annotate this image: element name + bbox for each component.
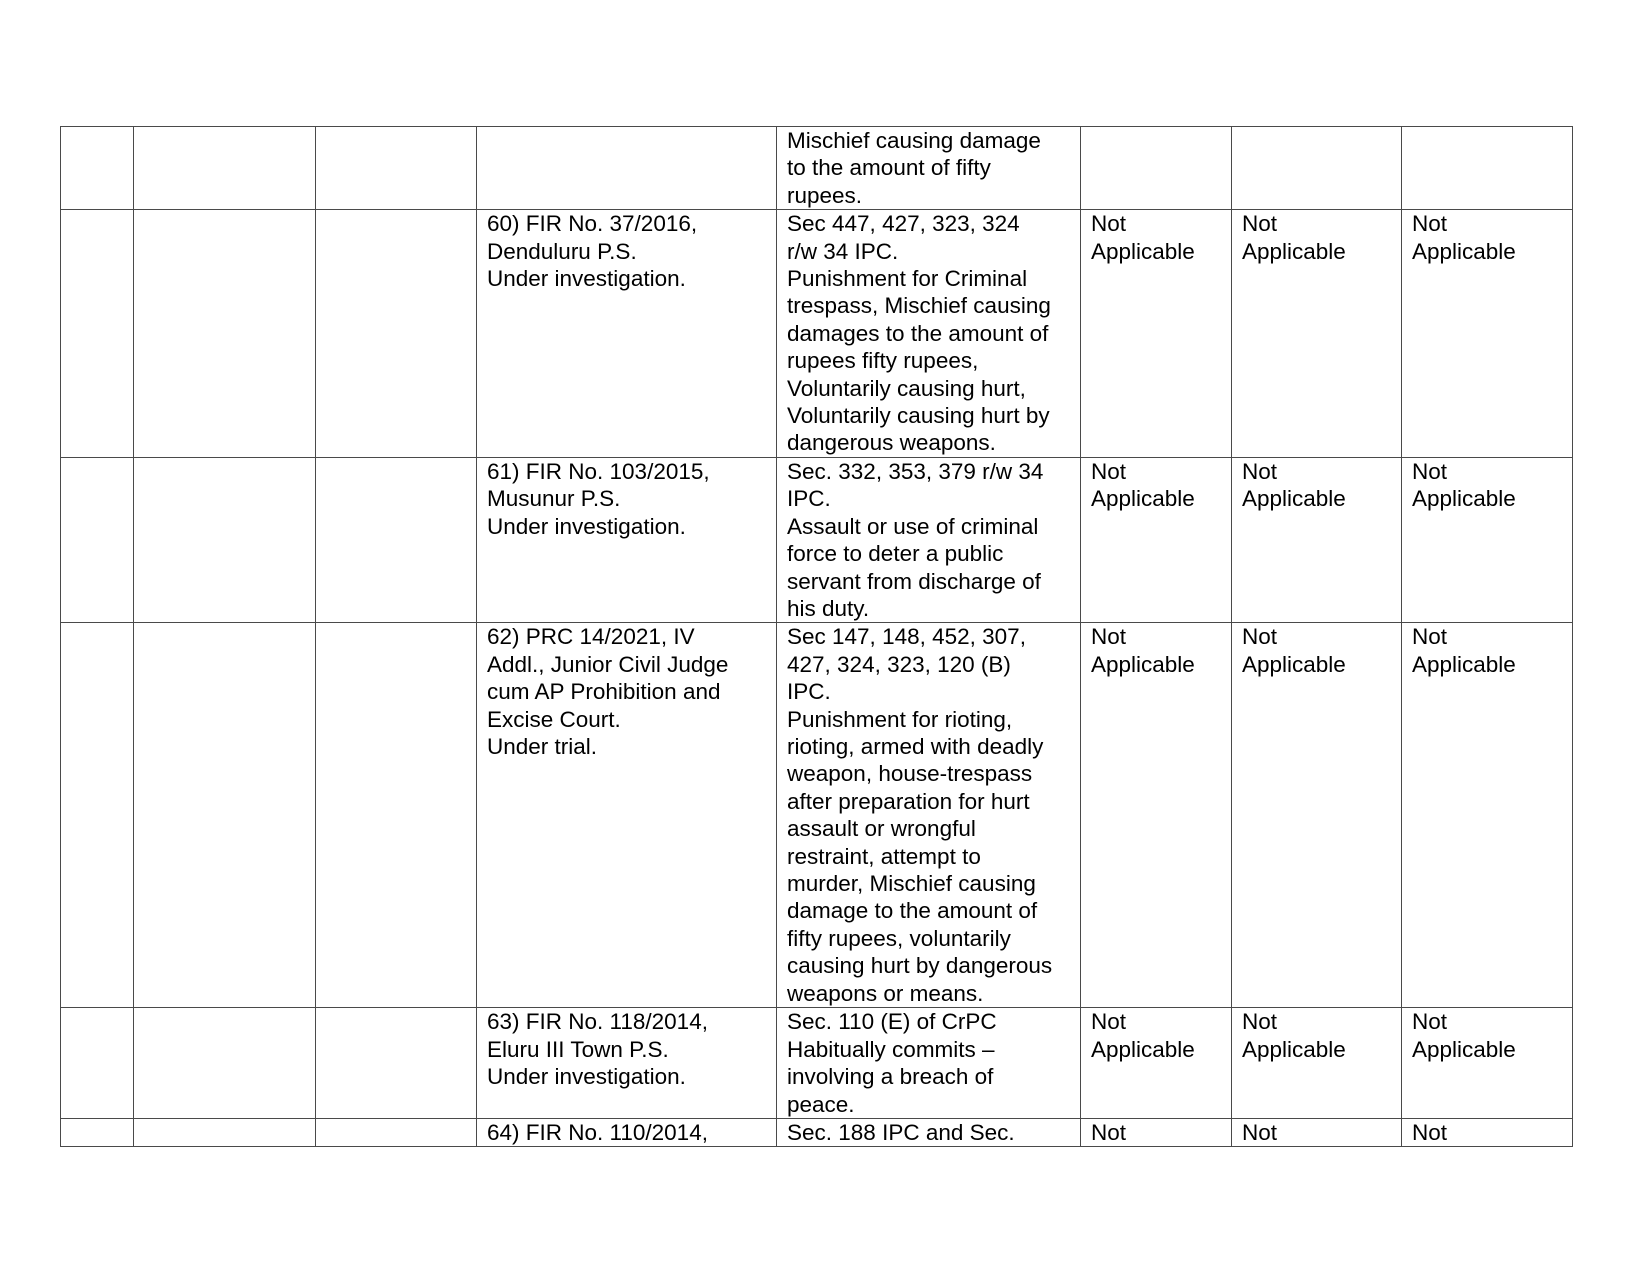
table-body	[61, 127, 1573, 1147]
column-7-cell	[1232, 210, 1402, 458]
cell-text-line: r/w 34 IPC.	[787, 238, 899, 264]
cell-text-line: Habitually commits –	[787, 1036, 995, 1062]
name-cell	[134, 1008, 316, 1119]
cell-text-line: Excise Court.	[487, 706, 621, 732]
cell-text-line: weapons or means.	[787, 980, 984, 1006]
cell-text-line: Sec 147, 148, 452, 307,	[787, 624, 1026, 650]
column-6-cell	[1081, 1118, 1232, 1146]
cell-text-line: Punishment for rioting,	[787, 706, 1013, 732]
serial-cell	[61, 1118, 134, 1146]
cell-text-line: Not	[1242, 1119, 1278, 1145]
cell-text-line: Sec. 188 IPC and Sec.	[787, 1119, 1015, 1145]
cell-text-line: trespass, Mischief causing	[787, 293, 1051, 319]
cell-text-line: Applicable	[1412, 238, 1516, 264]
offence-cell	[777, 1008, 1081, 1119]
cell-text-line: after preparation for hurt	[787, 788, 1030, 814]
column-7-cell	[1232, 623, 1402, 1008]
cell-text-line: Sec 447, 427, 323, 324	[787, 211, 1020, 237]
cell-text-line: Not	[1091, 458, 1127, 484]
criminal-cases-table	[60, 126, 1573, 1147]
offence-cell	[777, 1118, 1081, 1146]
case-details-cell	[477, 623, 777, 1008]
cell-text-line: damage to the amount of	[787, 898, 1038, 924]
cell-text-line: 61) FIR No. 103/2015,	[487, 458, 710, 484]
details-cell	[316, 127, 477, 210]
offence-cell	[777, 457, 1081, 622]
cell-text-line: peace.	[787, 1091, 855, 1117]
name-cell	[134, 623, 316, 1008]
column-6-cell	[1081, 210, 1232, 458]
cell-text-line: Addl., Junior Civil Judge	[487, 651, 729, 677]
cell-text-line: Applicable	[1412, 486, 1516, 512]
cell-text-line: Applicable	[1091, 651, 1195, 677]
table-row	[61, 210, 1573, 458]
serial-cell	[61, 127, 134, 210]
details-cell	[316, 623, 477, 1008]
column-7-cell	[1232, 457, 1402, 622]
column-6-cell	[1081, 623, 1232, 1008]
cell-text-line: 63) FIR No. 118/2014,	[487, 1009, 708, 1035]
cell-text-line: 427, 324, 323, 120 (B)	[787, 651, 1011, 677]
case-details-cell	[477, 127, 777, 210]
column-8-cell	[1402, 457, 1573, 622]
cell-text-line: murder, Mischief causing	[787, 870, 1036, 896]
cell-text-line: Eluru III Town P.S.	[487, 1036, 669, 1062]
cell-text-line: Not	[1412, 458, 1448, 484]
cell-text-line: rioting, armed with deadly	[787, 733, 1044, 759]
case-details-cell	[477, 457, 777, 622]
cell-text-line: Not	[1242, 1009, 1278, 1035]
cell-text-line: damages to the amount of	[787, 320, 1049, 346]
case-details-cell	[477, 210, 777, 458]
cell-text-line: Mischief causing damage	[787, 128, 1041, 153]
details-cell	[316, 210, 477, 458]
column-8-cell	[1402, 1118, 1573, 1146]
cell-text-line: Sec. 110 (E) of CrPC	[787, 1009, 997, 1035]
name-cell	[134, 1118, 316, 1146]
cell-text-line: IPC.	[787, 679, 831, 705]
cell-text-line: dangerous weapons.	[787, 430, 996, 456]
table-row	[61, 1008, 1573, 1119]
table-row	[61, 127, 1573, 210]
case-details-cell	[477, 1008, 777, 1119]
offence-cell	[777, 210, 1081, 458]
cell-text-line: weapon, house-trespass	[787, 761, 1033, 787]
column-8-cell	[1402, 127, 1573, 210]
cell-text-line: to the amount of fifty	[787, 155, 991, 181]
serial-cell	[61, 457, 134, 622]
column-7-cell	[1232, 1008, 1402, 1119]
cell-text-line: 60) FIR No. 37/2016,	[487, 211, 698, 237]
cell-text-line: Not	[1091, 1009, 1127, 1035]
cell-text-line: Applicable	[1242, 1036, 1346, 1062]
cell-text-line: Denduluru P.S.	[487, 238, 637, 264]
cell-text-line: Not	[1412, 624, 1448, 650]
column-6-cell	[1081, 1008, 1232, 1119]
cell-text-line: Under investigation.	[487, 513, 686, 539]
cell-text-line: Applicable	[1091, 238, 1195, 264]
name-cell	[134, 210, 316, 458]
cell-text-line: 62) PRC 14/2021, IV	[487, 624, 695, 650]
cell-text-line: IPC.	[787, 486, 831, 512]
cell-text-line: Sec. 332, 353, 379 r/w 34	[787, 458, 1044, 484]
cell-text-line: Voluntarily causing hurt,	[787, 375, 1026, 401]
case-details-cell	[477, 1118, 777, 1146]
cell-text-line: rupees.	[787, 182, 863, 208]
cell-text-line: rupees fifty rupees,	[787, 348, 979, 374]
cell-text-line: Assault or use of criminal	[787, 513, 1039, 539]
cell-text-line: Applicable	[1091, 486, 1195, 512]
name-cell	[134, 457, 316, 622]
cell-text-line: cum AP Prohibition and	[487, 679, 721, 705]
column-8-cell	[1402, 210, 1573, 458]
cell-text-line: Musunur P.S.	[487, 486, 621, 512]
cell-text-line: 64) FIR No. 110/2014,	[487, 1119, 708, 1145]
cell-text-line: Voluntarily causing hurt by	[787, 403, 1050, 429]
cell-text-line: restraint, attempt to	[787, 843, 981, 869]
cell-text-line: Under investigation.	[487, 266, 686, 292]
cell-text-line: Applicable	[1242, 486, 1346, 512]
details-cell	[316, 1118, 477, 1146]
cell-text-line: Not	[1412, 1119, 1448, 1145]
cell-text-line: Not	[1242, 458, 1278, 484]
cell-text-line: causing hurt by dangerous	[787, 953, 1053, 979]
column-8-cell	[1402, 623, 1573, 1008]
cell-text-line: force to deter a public	[787, 541, 1004, 567]
table-row	[61, 1118, 1573, 1146]
cell-text-line: Not	[1242, 624, 1278, 650]
column-8-cell	[1402, 1008, 1573, 1119]
column-7-cell	[1232, 1118, 1402, 1146]
column-6-cell	[1081, 457, 1232, 622]
table-row	[61, 623, 1573, 1008]
offence-cell	[777, 623, 1081, 1008]
cell-text-line: Not	[1091, 1119, 1127, 1145]
cell-text-line: Applicable	[1242, 651, 1346, 677]
cell-text-line: Under trial.	[487, 733, 598, 759]
cell-text-line: Applicable	[1242, 238, 1346, 264]
table-row	[61, 457, 1573, 622]
cell-text-line: Not	[1412, 1009, 1448, 1035]
cell-text-line: his duty.	[787, 595, 870, 621]
cell-text-line: Punishment for Criminal	[787, 266, 1028, 292]
column-6-cell	[1081, 127, 1232, 210]
cell-text-line: Not	[1091, 624, 1127, 650]
serial-cell	[61, 623, 134, 1008]
cell-text-line: Applicable	[1412, 1036, 1516, 1062]
details-cell	[316, 457, 477, 622]
cell-text-line: Not	[1091, 211, 1127, 237]
cell-text-line: Applicable	[1412, 651, 1516, 677]
cell-text-line: Applicable	[1091, 1036, 1195, 1062]
cell-text-line: servant from discharge of	[787, 568, 1041, 594]
serial-cell	[61, 210, 134, 458]
cell-text-line: assault or wrongful	[787, 816, 976, 842]
details-cell	[316, 1008, 477, 1119]
name-cell	[134, 127, 316, 210]
offence-cell	[777, 127, 1081, 210]
cell-text-line: fifty rupees, voluntarily	[787, 925, 1011, 951]
cell-text-line: Under investigation.	[487, 1064, 686, 1090]
column-7-cell	[1232, 127, 1402, 210]
serial-cell	[61, 1008, 134, 1119]
cell-text-line: Not	[1242, 211, 1278, 237]
cell-text-line: involving a breach of	[787, 1064, 994, 1090]
cell-text-line: Not	[1412, 211, 1448, 237]
